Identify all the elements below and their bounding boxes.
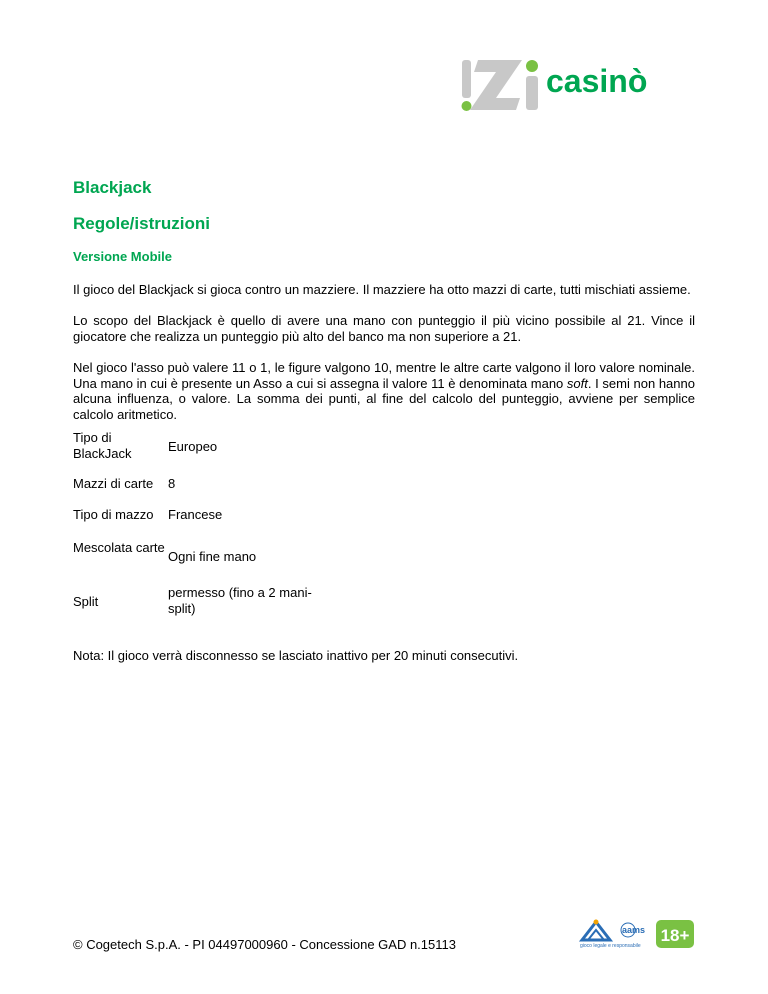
spec-label: Tipo di BlackJack [73, 430, 132, 461]
logo-brand-text: casinò [546, 63, 648, 99]
spec-value: Francese [168, 507, 223, 522]
values-paragraph: Nel gioco l'asso può valere 11 o 1, le figure valgono 10, mentre le altre carte valgono il loro valore nominale. Una mano in cui è presente un Asso a cui si assegna il valore 11 è denominata mano soft. I semi non hanno alcuna influenza, o valore. La somma dei punti, al fine del calcolo del punteggio, avviene per semplice calcolo aritmetico. [73, 360, 695, 422]
spec-value: Ogni fine mano [168, 549, 257, 564]
soft-term: soft [566, 375, 588, 391]
footer-text: © Cogetech S.p.A. - PI 04497000960 - Concessione GAD n.15113 [73, 937, 456, 952]
izi-casino-logo [456, 52, 676, 122]
spec-row-split [73, 585, 333, 619]
page-title: Blackjack [73, 178, 152, 197]
age-18-icon [656, 920, 694, 948]
spec-label: Split [73, 594, 99, 609]
version-heading: Versione Mobile [73, 249, 172, 264]
spec-row-shuffle [73, 540, 333, 574]
goal-paragraph: Lo scopo del Blackjack è quello di avere una mano con punteggio il più vicino possibile al 21. Vince il giocatore che realizza un punteggio più alto del banco ma non superiore a 21. [73, 313, 695, 344]
inactivity-note: Nota: Il gioco verrà disconnesso se lasciato inattivo per 20 minuti consecutivi. [73, 648, 519, 663]
spec-value: permesso (fino a 2 mani-split) [168, 585, 312, 616]
page-subtitle: Regole/istruzioni [73, 214, 210, 233]
intro-paragraph: Il gioco del Blackjack si gioca contro un mazziere. Il mazziere ha otto mazzi di carte, tutti mischiati assieme. [73, 282, 691, 297]
footer-badges [578, 914, 698, 956]
svg-text:gioco legale e responsabile: gioco legale e responsabile [580, 943, 641, 949]
spec-label: Tipo di mazzo [73, 507, 154, 522]
spec-row-decks [73, 476, 333, 492]
aams-icon [621, 923, 645, 937]
spec-value: Europeo [168, 439, 218, 454]
spec-value: 8 [168, 476, 176, 491]
spec-label: Mazzi di carte [73, 476, 154, 491]
spec-label: Mescolata carte [73, 540, 165, 555]
spec-row-type [73, 430, 333, 464]
svg-text:aams: aams [622, 925, 646, 935]
spec-row-deck-type [73, 507, 333, 523]
svg-text:18+: 18+ [660, 926, 690, 945]
